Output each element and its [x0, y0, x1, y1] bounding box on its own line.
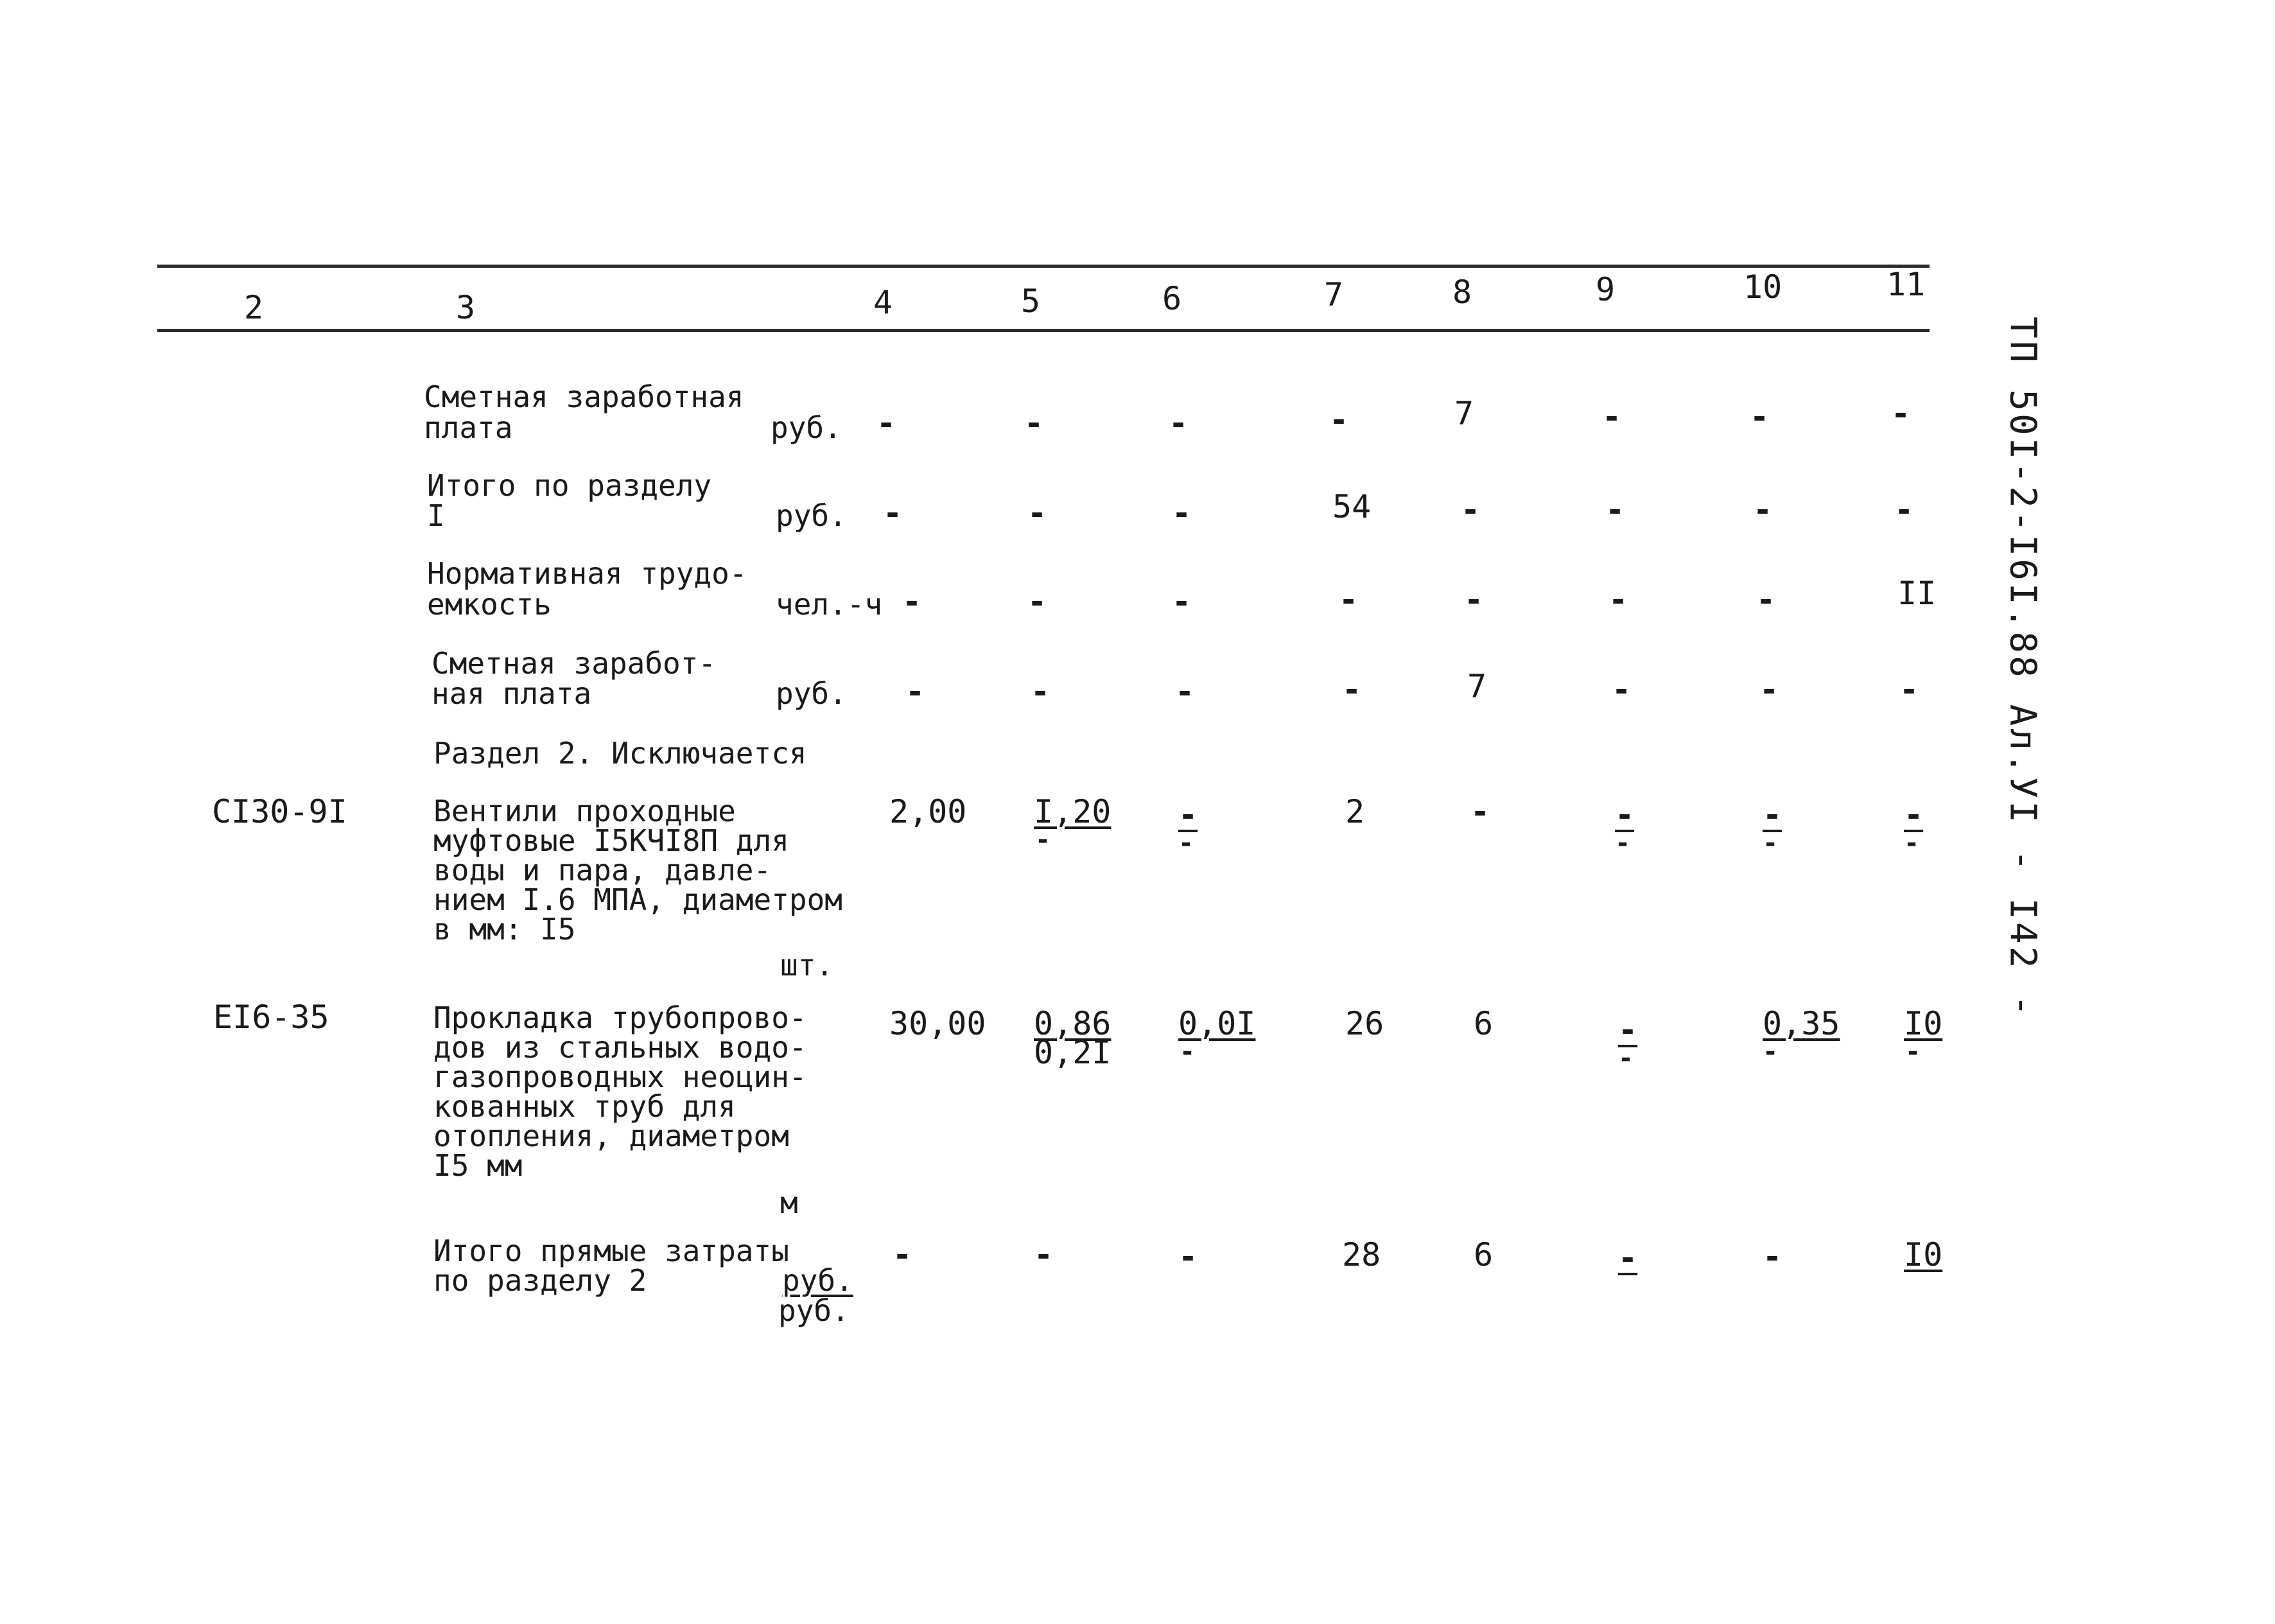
row-unit-bottom: руб. [778, 1293, 850, 1328]
row-name-line: в мм: I5 [433, 912, 576, 947]
cell-c8: - [1464, 581, 1484, 618]
cell-c10: - [1759, 671, 1779, 708]
cell-c10-bottom: - [1763, 1037, 1779, 1067]
cell-c5: - [1034, 1236, 1054, 1273]
cell-c4: - [883, 494, 903, 532]
row-name-line: кованных труб для [433, 1089, 736, 1124]
cell-c10: - [1753, 491, 1773, 528]
row-name-line: Сметная заработная [424, 380, 744, 414]
col-header-6: 6 [1162, 280, 1182, 317]
row-name-line: Итого по разделу [427, 468, 712, 503]
row-name-line: отопления, диаметром [433, 1119, 789, 1153]
row-unit: руб. [776, 498, 847, 533]
cell-c11: - [1894, 491, 1914, 528]
col-header-9: 9 [1596, 271, 1616, 308]
cell-c4: - [902, 583, 922, 620]
cell-c5-bottom: 0,2I [1034, 1034, 1111, 1071]
cell-c11-bottom: - [1904, 828, 1920, 858]
cell-c11-top: I0 [1904, 1005, 1943, 1042]
row-name-line: ная плата [431, 676, 592, 711]
cell-c11: - [1891, 395, 1911, 432]
cell-c9: - [1608, 581, 1628, 618]
row-name-line: емкость [427, 587, 552, 622]
cell-c7: - [1342, 671, 1362, 708]
row-unit: шт. [780, 948, 834, 982]
cell-c5-bottom: - [1035, 825, 1051, 855]
cell-c8: - [1461, 491, 1481, 528]
cell-c6: - [1175, 673, 1195, 710]
col-header-4: 4 [873, 284, 893, 321]
cell-c6-top: 0,0I [1178, 1005, 1256, 1042]
cell-c8: 7 [1467, 668, 1487, 705]
cell-c7: - [1329, 401, 1349, 439]
col-header-5: 5 [1021, 283, 1041, 320]
cell-c4: - [876, 405, 896, 442]
cell-c10: - [1763, 1238, 1783, 1275]
row-name-line: Итого прямые затраты [433, 1234, 789, 1268]
row-name-line: воды и пара, давле- [433, 853, 772, 887]
section-heading: Раздел 2. Исключается [433, 736, 807, 771]
cell-c8: 6 [1474, 1005, 1494, 1042]
cell-c4: 2,00 [889, 793, 967, 830]
row-unit: руб. [771, 410, 842, 445]
cell-c5-top: 0,86 [1034, 1005, 1111, 1042]
row-unit-top: руб. [782, 1263, 853, 1298]
row-unit: чел.-ч [776, 587, 883, 622]
cell-c6: - [1178, 1238, 1198, 1275]
col-header-3: 3 [456, 289, 476, 326]
cell-c6-top: - [1178, 796, 1198, 834]
row-code: EI6-35 [213, 999, 329, 1036]
cell-c5: - [1027, 494, 1047, 532]
cell-c9: - [1612, 671, 1632, 708]
cell-c7: 28 [1342, 1236, 1381, 1273]
col-header-10: 10 [1743, 268, 1783, 306]
cell-c9-top: - [1618, 1239, 1638, 1277]
row-name-line: Нормативная трудо- [427, 556, 747, 591]
cell-c7: 54 [1332, 488, 1372, 525]
cell-c4: - [893, 1236, 912, 1273]
cell-c6: - [1172, 583, 1192, 620]
cell-c7: - [1339, 581, 1359, 618]
cell-c11-top: - [1904, 796, 1924, 834]
row-unit: руб. [776, 676, 847, 711]
cell-c6: - [1169, 405, 1189, 442]
row-unit: м [780, 1185, 798, 1220]
document-code-side-label: ТП 50I-2-I6I.88 Ал.УI - I42 - [2001, 317, 2044, 1019]
col-header-8: 8 [1452, 274, 1472, 311]
cell-c6-bottom: - [1178, 828, 1194, 858]
row-name-line: плата [424, 410, 513, 445]
cell-c9-top: - [1615, 796, 1635, 834]
cell-c9: - [1605, 491, 1625, 528]
cell-c8: 7 [1454, 395, 1474, 432]
cell-c6-bottom: - [1180, 1037, 1196, 1067]
header-top-rule [157, 265, 1930, 268]
cell-c10: - [1750, 398, 1770, 435]
cell-c10-top: - [1763, 796, 1783, 834]
cell-c5: - [1031, 673, 1050, 710]
cell-c11: - [1899, 671, 1919, 708]
cell-c4: 30,00 [889, 1005, 986, 1042]
col-header-7: 7 [1324, 276, 1344, 313]
row-name-line: газопроводных неоцин- [433, 1060, 807, 1094]
cell-c6: - [1172, 494, 1192, 532]
col-header-2: 2 [244, 289, 264, 326]
cell-c5: - [1024, 405, 1044, 442]
row-name-line: нием I.6 МПА, диаметром [433, 882, 842, 917]
cell-c11-bottom: - [1905, 1037, 1921, 1067]
cell-c10-top: 0,35 [1763, 1005, 1840, 1042]
row-name-line: I [427, 498, 445, 533]
row-name-line: Вентили проходные [433, 794, 736, 828]
row-name-line: муфтовые I5КЧI8П для [433, 823, 789, 858]
row-name-line: I5 мм [433, 1148, 523, 1183]
cell-c11-top: I0 [1904, 1236, 1943, 1273]
cell-c9: - [1602, 398, 1622, 435]
cell-c9-top: - [1618, 1011, 1638, 1049]
row-name-line: Сметная заработ- [431, 646, 717, 681]
row-name-line: дов из стальных водо- [433, 1030, 807, 1065]
cell-c4: - [905, 673, 925, 710]
cell-c8: 6 [1474, 1236, 1494, 1273]
row-code: СI30-9I [212, 793, 347, 830]
cell-c5: - [1027, 583, 1047, 620]
cell-c5-top: I,20 [1034, 793, 1111, 830]
cell-c8: - [1470, 793, 1490, 830]
cell-c9-bottom: - [1615, 828, 1631, 858]
row-name-line: Прокладка трубопрово- [433, 1000, 807, 1035]
col-header-11: 11 [1887, 266, 1926, 303]
cell-c9-bottom: - [1618, 1043, 1634, 1073]
cell-c11: II [1897, 575, 1937, 612]
cell-c10: - [1756, 581, 1776, 618]
header-bottom-rule [157, 329, 1930, 332]
cell-c7: 26 [1345, 1005, 1384, 1042]
cell-c7: 2 [1345, 793, 1365, 830]
row-name-line: по разделу 2 [433, 1263, 647, 1298]
cell-c10-bottom: - [1763, 828, 1779, 858]
